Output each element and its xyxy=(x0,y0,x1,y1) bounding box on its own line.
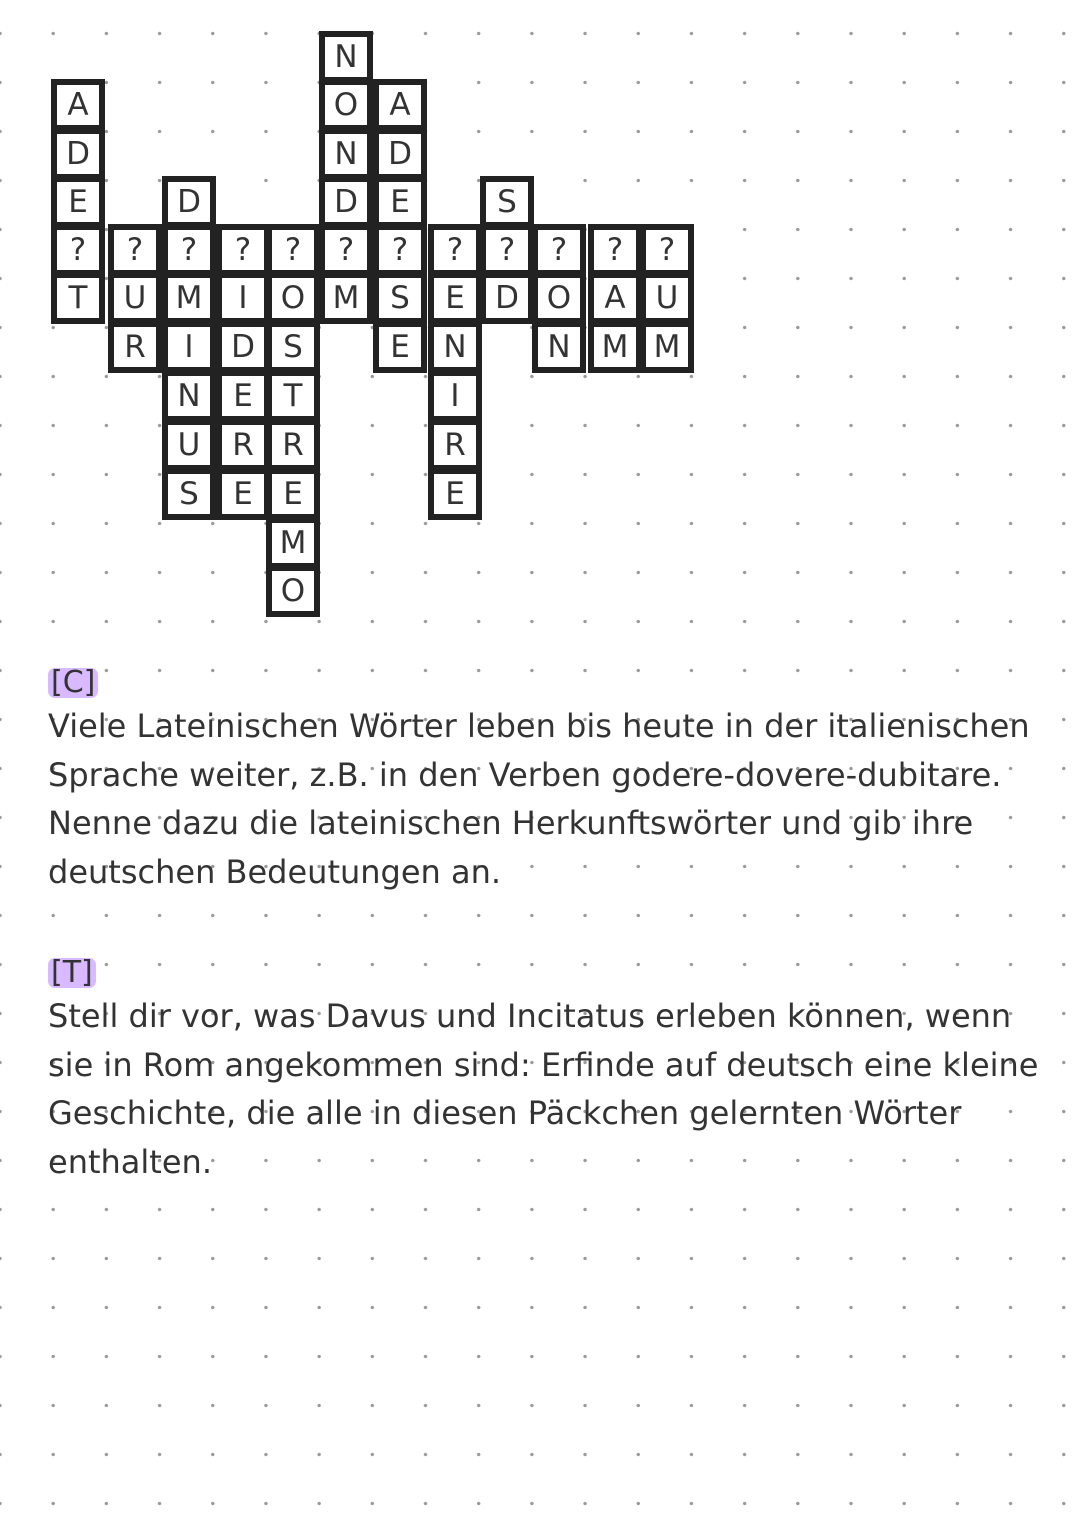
crossword-cell: D xyxy=(51,128,105,180)
task-t-text: Stell dir vor, was Davus und Incitatus erleben können, wenn sie in Rom angekommen sind: Erfinde auf deutsch eine kleine Geschichte, die alle in diesen Päckchen gelernten Wörter enthalten. xyxy=(48,997,1039,1181)
crossword-cell: D xyxy=(319,176,373,228)
crossword-cell: U xyxy=(640,272,694,324)
crossword-cell: E xyxy=(51,176,105,228)
crossword-cell: O xyxy=(266,272,320,324)
crossword-cell: R xyxy=(108,321,162,373)
crossword-cell: D xyxy=(480,272,534,324)
crossword-cell: E xyxy=(266,468,320,520)
crossword-cell: ? xyxy=(162,224,216,276)
crossword-cell: R xyxy=(428,419,482,471)
crossword-cell: A xyxy=(373,79,427,131)
crossword-cell: N xyxy=(319,31,373,83)
crossword-cell: R xyxy=(266,419,320,471)
crossword-cell: S xyxy=(480,176,534,228)
task-t-tag: [T] xyxy=(48,958,96,988)
crossword-cell: N xyxy=(532,321,586,373)
crossword-cell: ? xyxy=(266,224,320,276)
crossword-cell: R xyxy=(216,419,270,471)
crossword-cell: E xyxy=(216,468,270,520)
crossword-cell: I xyxy=(216,272,270,324)
crossword-cell: U xyxy=(162,419,216,471)
crossword-cell: M xyxy=(162,272,216,324)
crossword-cell: ? xyxy=(373,224,427,276)
crossword-cell: ? xyxy=(588,224,642,276)
crossword-cell: ? xyxy=(216,224,270,276)
crossword-cell: D xyxy=(162,176,216,228)
crossword-cell: E xyxy=(428,272,482,324)
crossword-cell: M xyxy=(640,321,694,373)
crossword-cell: D xyxy=(216,321,270,373)
crossword-cell: M xyxy=(588,321,642,373)
task-t xyxy=(48,955,1048,1186)
crossword-cell: S xyxy=(266,321,320,373)
task-c xyxy=(48,665,1048,896)
crossword-cell: M xyxy=(319,272,373,324)
crossword-cell: E xyxy=(373,176,427,228)
crossword-cell: O xyxy=(319,79,373,131)
crossword-cell: S xyxy=(162,468,216,520)
crossword-cell: A xyxy=(588,272,642,324)
crossword-cell: O xyxy=(266,565,320,617)
crossword-cell: ? xyxy=(51,224,105,276)
crossword-cell: ? xyxy=(640,224,694,276)
crossword-cell: I xyxy=(162,321,216,373)
task-c-tag: [C] xyxy=(48,668,98,698)
crossword-cell: M xyxy=(266,517,320,569)
crossword-cell: U xyxy=(108,272,162,324)
crossword-cell: N xyxy=(319,128,373,180)
crossword-cell: T xyxy=(266,370,320,422)
crossword-cell: N xyxy=(428,321,482,373)
crossword-cell: N xyxy=(162,370,216,422)
crossword-cell: E xyxy=(428,468,482,520)
crossword-cell: ? xyxy=(319,224,373,276)
crossword-cell: T xyxy=(51,272,105,324)
task-c-text: Viele Lateinischen Wörter leben bis heute in der italienischen Sprache weiter, z.B. in den Verben godere-dovere-dubitare. Nenne dazu die lateinischen Herkunftswörter und gib ihre deutschen Bedeutungen an. xyxy=(48,707,1030,891)
crossword-cell: ? xyxy=(480,224,534,276)
crossword-cell: O xyxy=(532,272,586,324)
crossword-cell: ? xyxy=(108,224,162,276)
crossword-cell: S xyxy=(373,272,427,324)
crossword-cell: I xyxy=(428,370,482,422)
crossword-cell: E xyxy=(373,321,427,373)
crossword-cell: A xyxy=(51,79,105,131)
crossword-cell: E xyxy=(216,370,270,422)
crossword-cell: ? xyxy=(428,224,482,276)
crossword-cell: D xyxy=(373,128,427,180)
crossword-cell: ? xyxy=(532,224,586,276)
